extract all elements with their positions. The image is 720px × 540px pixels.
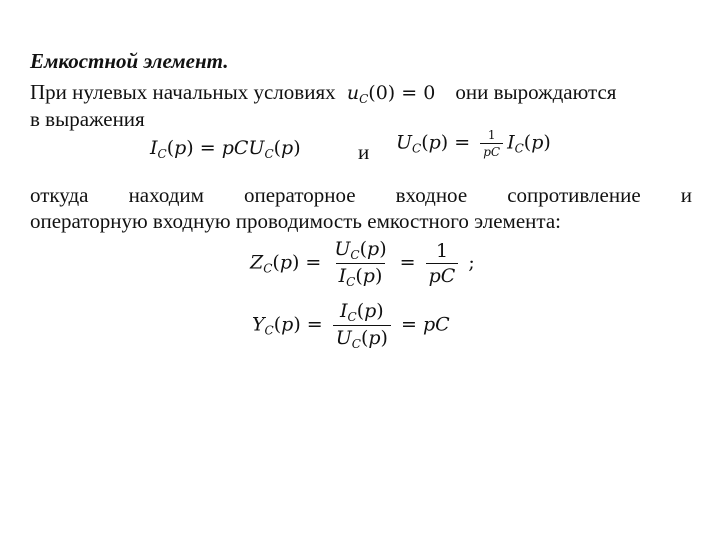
- intro-line-2: в выражения: [30, 107, 145, 131]
- voltage-over-current-fraction: $\frac{U_C(p)}{I_C(p)}$: [334, 238, 387, 289]
- conjunction: и: [358, 140, 370, 164]
- voltage-equation: $U_C(p)$ = $\frac{1}{pC}$ $I_C(p)$: [396, 128, 551, 159]
- intro-text: При нулевых начальных условиях: [30, 80, 336, 104]
- admittance-equation: $Y_C(p)$ = $\frac{I_C(p)}{U_C(p)}$ = pC: [252, 300, 450, 351]
- word: операторное: [244, 183, 356, 207]
- paragraph-line-1: [30, 183, 692, 207]
- one-over-pc-fraction: $\frac{1}{pC}$: [480, 128, 503, 159]
- section-heading: Емкостной элемент.: [30, 49, 229, 73]
- impedance-equation: $Z_C(p)$ = $\frac{U_C(p)}{I_C(p)}$ = $\frac{1}{pC}$ ;: [250, 238, 475, 289]
- word: откуда: [30, 183, 89, 207]
- initial-condition-formula: $u_C(0) = 0$: [346, 82, 436, 106]
- intro-tail: они вырождаются: [455, 80, 617, 104]
- paragraph-line-2: операторную входную проводимость емкостного элемента:: [30, 209, 561, 233]
- one-over-pc-fraction: $\frac{1}{pC}$: [426, 240, 459, 287]
- word: входное: [395, 183, 468, 207]
- word: сопротивление: [507, 183, 641, 207]
- word: и: [680, 183, 692, 207]
- word: находим: [128, 183, 204, 207]
- current-equation: $I_C(p) = pCU_C(p)$: [150, 137, 301, 161]
- current-over-voltage-fraction: $\frac{I_C(p)}{U_C(p)}$: [333, 300, 391, 351]
